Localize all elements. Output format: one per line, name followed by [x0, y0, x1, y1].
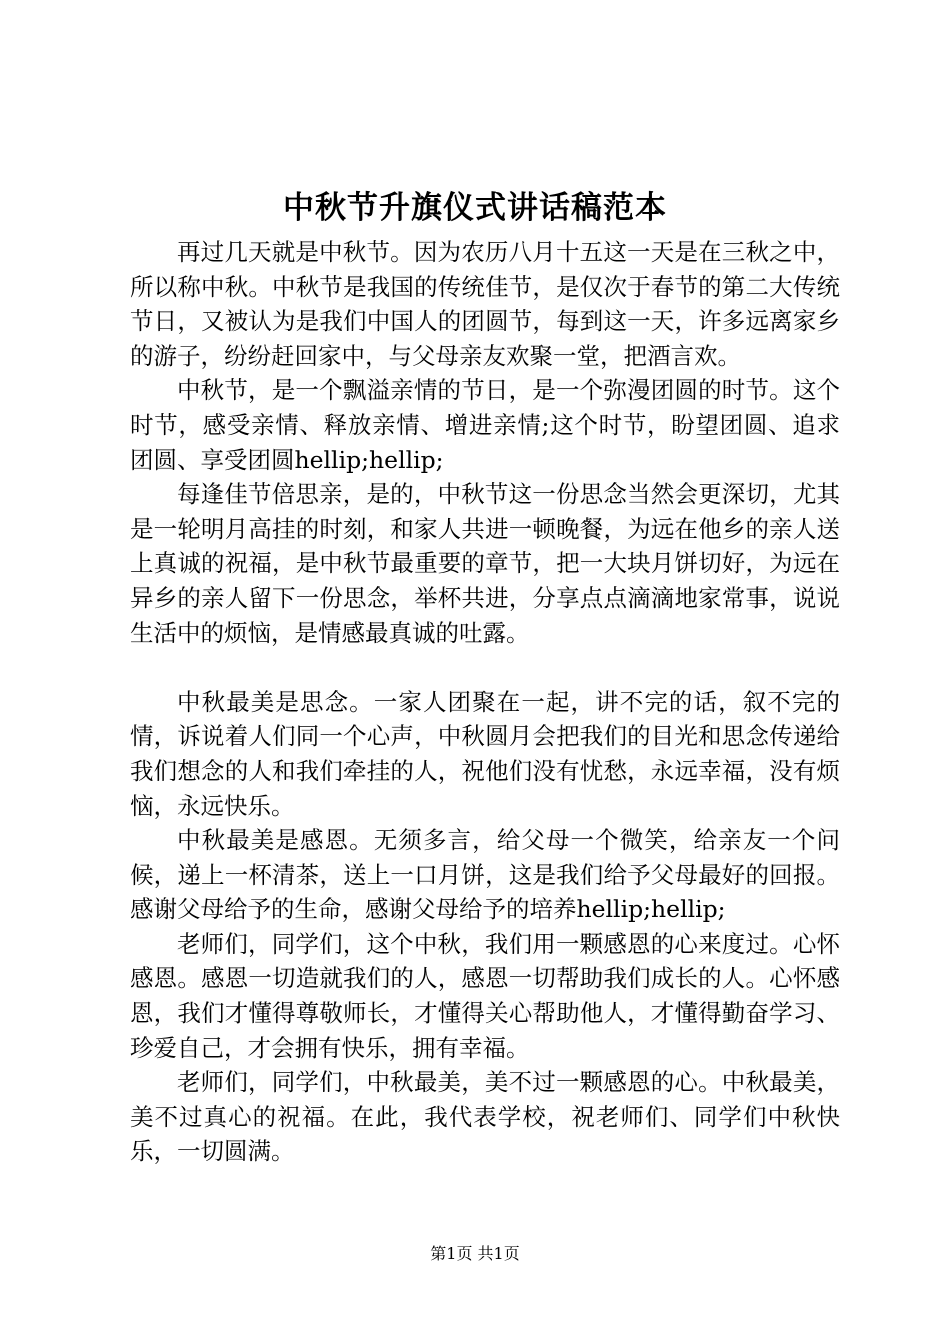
page-footer: 第1页 共1页: [430, 1244, 520, 1263]
paragraph: 老师们，同学们，中秋最美，美不过一颗感恩的心。中秋最美，美不过真心的祝福。在此，我代表学校，祝老师们、同学们中秋快乐，一切圆满。: [130, 1068, 840, 1166]
paragraph: 每逢佳节倍思亲，是的，中秋节这一份思念当然会更深切，尤其是一轮明月高挂的时刻，和家人共进一顿晚餐，为远在他乡的亲人送上真诚的祝福，是中秋节最重要的章节，把一大块月饼切好，为远在异乡的亲人留下一份思念，举杯共进，分享点点滴滴地家常事，说说生活中的烦恼，是情感最真诚的吐露。: [130, 480, 840, 647]
paragraph: 中秋最美是感恩。无须多言，给父母一个微笑，给亲友一个问候，递上一杯清茶，送上一口月饼，这是我们给予父母最好的回报。感谢父母给予的生命，感谢父母给予的培养hellip;hellip;: [130, 826, 840, 924]
paragraph: 中秋节，是一个飘溢亲情的节日，是一个弥漫团圆的时节。这个时节，感受亲情、释放亲情、增进亲情;这个时节，盼望团圆、追求团圆、享受团圆hellip;hellip;: [130, 376, 840, 474]
paragraph: 中秋最美是思念。一家人团聚在一起，讲不完的话，叙不完的情，诉说着人们同一个心声，中秋圆月会把我们的目光和思念传递给我们想念的人和我们牵挂的人，祝他们没有忧愁，永远幸福，没有烦恼，永远快乐。: [130, 687, 840, 820]
paragraph: 老师们，同学们，这个中秋，我们用一颗感恩的心来度过。心怀感恩。感恩一切造就我们的人，感恩一切帮助我们成长的人。心怀感恩，我们才懂得尊敬师长，才懂得关心帮助他人，才懂得勤奋学习、珍爱自己，才会拥有快乐，拥有幸福。: [130, 929, 840, 1062]
document-title: 中秋节升旗仪式讲话稿范本: [283, 190, 667, 226]
document-body: [130, 235, 840, 1169]
paragraph: 再过几天就是中秋节。因为农历八月十五这一天是在三秋之中，所以称中秋。中秋节是我国的传统佳节，是仅次于春节的第二大传统节日，又被认为是我们中国人的团圆节，每到这一天，许多远离家乡的游子，纷纷赶回家中，与父母亲友欢聚一堂，把酒言欢。: [130, 238, 840, 370]
